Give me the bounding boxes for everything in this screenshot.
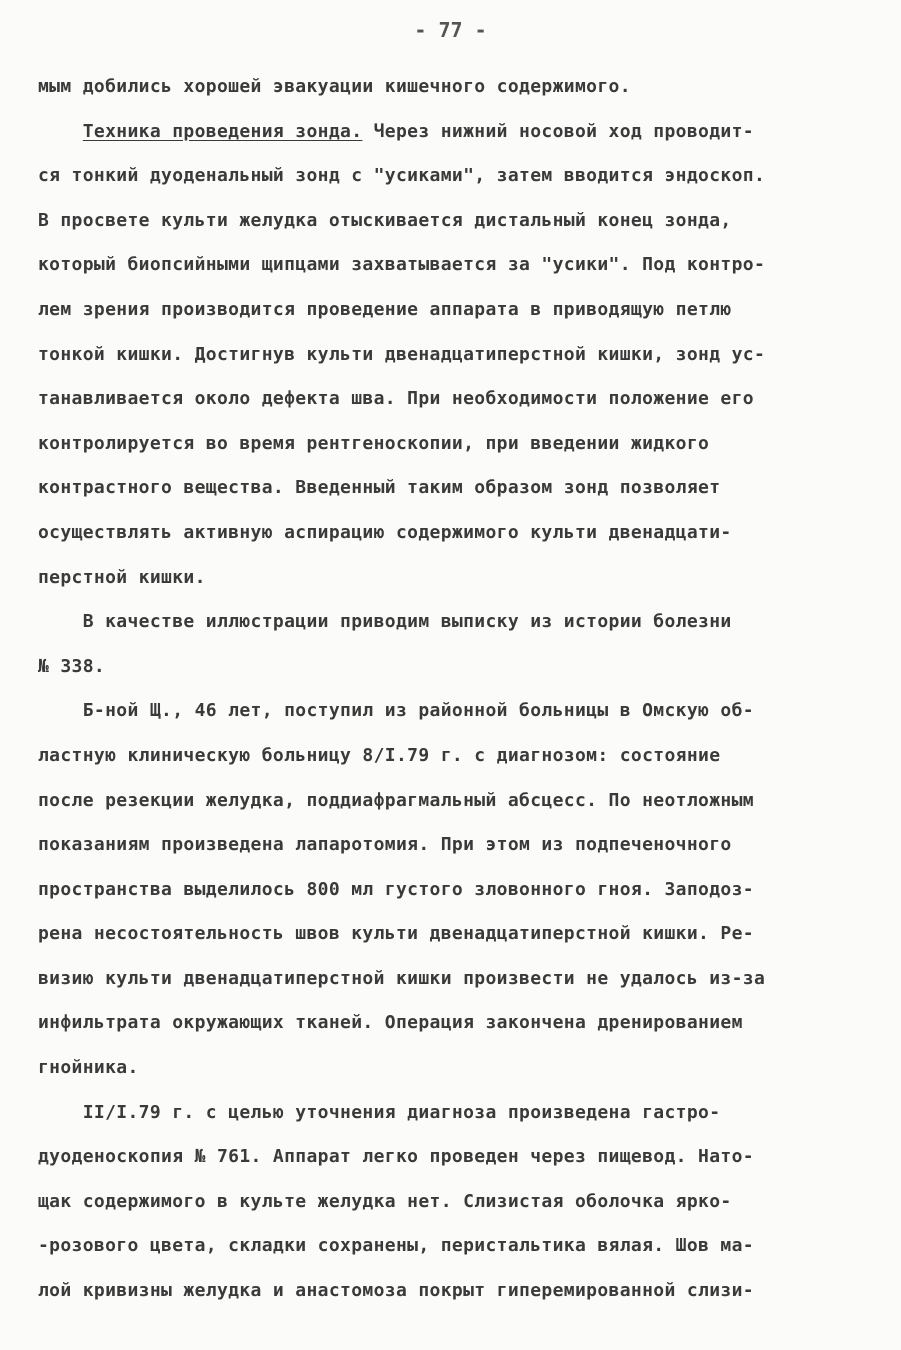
heading-indent — [38, 121, 83, 142]
page-number: - 77 - — [414, 18, 487, 42]
section-heading: Техника проведения зонда. — [82, 120, 363, 142]
text-line-8: танавливается около дефекта шва. При необходимости положение его — [38, 388, 754, 410]
text-line-1: мым добились хорошей эвакуации кишечного содержимого. — [38, 76, 631, 97]
text-line-7: тонкой кишки. Достигнув культи двенадцатиперстной кишки, зонд ус- — [38, 343, 766, 365]
heading-line-rest: Через нижний носовой ход проводит- — [362, 120, 754, 142]
document-text — [38, 72, 868, 1321]
text-line-26: щак содержимого в культе желудка нет. Слизистая оболочка ярко- — [38, 1190, 732, 1212]
text-line-28: лой кривизны желудка и анастомоза покрыт гиперемированной слизи- — [38, 1280, 754, 1302]
text-line-10: контрастного вещества. Введенный таким образом зонд позволяет — [38, 477, 721, 499]
text-line-15: Б-ной Щ., 46 лет, поступил из районной больницы в Омскую об- — [38, 700, 754, 722]
text-line-17: после резекции желудка, поддиафрагмальный абсцесс. По неотложным — [38, 789, 754, 811]
text-line-20: рена несостоятельность швов культи двенадцатиперстной кишки. Ре- — [38, 923, 754, 945]
text-line-4: В просвете культи желудка отыскивается дистальный конец зонда, — [38, 209, 732, 231]
text-line-3: ся тонкий дуоденальный зонд с "усиками", затем вводится эндоскоп. — [38, 165, 766, 187]
text-line-13: В качестве иллюстрации приводим выписку из истории болезни — [38, 611, 732, 633]
text-line-12: перстной кишки. — [38, 566, 206, 588]
text-line-25: дуоденоскопия № 761. Аппарат легко проведен через пищевод. Нато- — [38, 1146, 754, 1168]
text-line-19: пространства выделилось 800 мл густого зловонного гноя. Заподоз- — [38, 878, 754, 900]
text-line-27: -розового цвета, складки сохранены, перистальтика вялая. Шов ма- — [38, 1235, 754, 1257]
text-line-9: контролируется во время рентгеноскопии, при введении жидкого — [38, 432, 710, 454]
text-line-24: II/I.79 г. с целью уточнения диагноза произведена гастро- — [38, 1101, 721, 1123]
text-line-21: визию культи двенадцатиперстной кишки произвести не удалось из-за — [38, 967, 766, 989]
text-line-18: показаниям произведена лапаротомия. При этом из подпеченочного — [38, 834, 732, 856]
text-line-5: который биопсийными щипцами захватывается за "усики". Под контро- — [38, 254, 766, 276]
text-line-2-section-heading — [38, 117, 868, 162]
text-line-22: инфильтрата окружающих тканей. Операция закончена дренированием — [38, 1012, 743, 1034]
text-line-6: лем зрения производится проведение аппарата в приводящую петлю — [38, 298, 732, 320]
text-line-23: гнойника. — [38, 1057, 139, 1079]
text-line-14: № 338. — [38, 655, 106, 677]
text-line-11: осуществлять активную аспирацию содержимого культи двенадцати- — [38, 521, 732, 543]
text-line-16: ластную клиническую больницу 8/I.79 г. с диагнозом: состояние — [38, 744, 721, 766]
